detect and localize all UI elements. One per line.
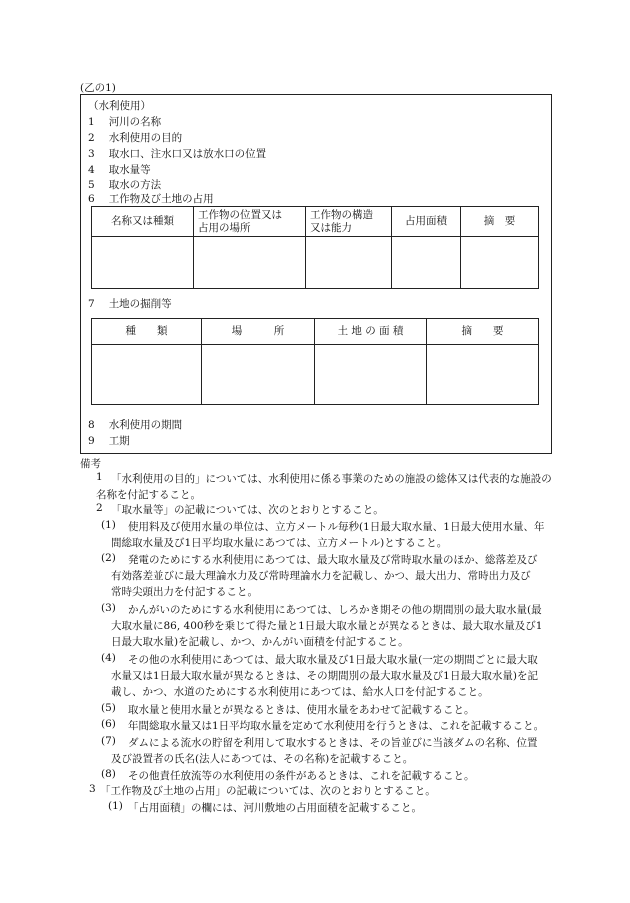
note-label: (5) bbox=[101, 702, 116, 714]
note-line: 載し、かつ、水道のためにする水利使用にあつては、給水人口を付記すること。 bbox=[111, 686, 489, 698]
item-number: 9 bbox=[88, 435, 95, 447]
note-line: 常時尖頭出力を付記すること。 bbox=[111, 586, 258, 598]
header-area: 占用面積 bbox=[392, 207, 461, 237]
table-cell bbox=[461, 237, 539, 289]
table-cell bbox=[202, 345, 315, 405]
note-line: 「工作物及び土地の占用」の記載については、次のとおりとすること。 bbox=[100, 785, 436, 797]
table-cell bbox=[392, 237, 461, 289]
note-label: (3) bbox=[101, 602, 116, 614]
table-header-row bbox=[92, 319, 539, 345]
header-structure: 工作物の構造 又は能力 bbox=[306, 207, 392, 237]
note-line: その他の水利使用にあつては、最大取水量及び1日最大取水量(一定の期間ごとに最大取 bbox=[128, 654, 538, 666]
note-line: 名称を付記すること。 bbox=[96, 489, 201, 501]
item-text: 取水の方法 bbox=[108, 179, 162, 191]
note-line: 水量又は1日最大取水量が異なるときは、その期間別の最大取水量及び1日最大取水量)を記 bbox=[111, 670, 538, 682]
item-5 bbox=[88, 177, 161, 192]
item-text: 取水量等 bbox=[108, 164, 151, 176]
header-type: 種 類 bbox=[92, 319, 202, 345]
table-cell bbox=[306, 237, 392, 289]
note-label: (7) bbox=[101, 735, 116, 747]
note-line: 年間総取水量又は1日平均取水量を定めて水利使用を行うときは、これを記載すること。 bbox=[128, 720, 545, 732]
excavation-table bbox=[91, 318, 539, 405]
table-row bbox=[92, 237, 539, 289]
item-text: 河川の名称 bbox=[108, 116, 162, 128]
item-7 bbox=[88, 296, 172, 311]
note-label: 3 bbox=[89, 783, 96, 795]
item-number: 2 bbox=[88, 132, 95, 144]
item-number: 7 bbox=[88, 298, 95, 310]
occupancy-table bbox=[91, 206, 539, 289]
table-header-row bbox=[92, 207, 539, 237]
item-8 bbox=[88, 417, 182, 432]
table-cell bbox=[315, 345, 427, 405]
header-location: 工作物の位置又は 占用の場所 bbox=[194, 207, 306, 237]
item-number: 8 bbox=[88, 419, 95, 431]
table-cell bbox=[92, 345, 202, 405]
note-label: (2) bbox=[101, 552, 116, 564]
note-label: 1 bbox=[96, 471, 103, 483]
item-text: 水利使用の目的 bbox=[108, 132, 183, 144]
section-heading: （水利使用） bbox=[88, 100, 151, 112]
note-line: 大取水量に86, 400秒を乗じて得た量と1日最大取水量とが異なるときは、最大取水量及び1 bbox=[111, 620, 543, 632]
item-2 bbox=[88, 130, 182, 145]
note-line: 及び設置者の氏名(法人にあつては、その名称)を記載すること。 bbox=[111, 753, 414, 765]
table-cell bbox=[92, 237, 194, 289]
header-name-or-type: 名称又は種類 bbox=[92, 207, 194, 237]
item-1 bbox=[88, 114, 161, 129]
item-text: 土地の掘削等 bbox=[108, 298, 172, 310]
header-land-area: 土 地 の 面 積 bbox=[315, 319, 427, 345]
header-remarks: 摘 要 bbox=[427, 319, 539, 345]
item-number: 6 bbox=[88, 193, 95, 205]
note-line: 発電のためにする水利使用にあつては、最大取水量及び常時取水量のほか、総落差及び bbox=[128, 554, 538, 566]
item-9 bbox=[88, 433, 130, 448]
item-text: 工期 bbox=[108, 435, 130, 447]
note-label: 2 bbox=[96, 502, 103, 514]
item-4 bbox=[88, 162, 151, 177]
notes-title: 備考 bbox=[80, 458, 101, 470]
item-3 bbox=[88, 146, 266, 161]
item-number: 3 bbox=[88, 148, 95, 160]
item-number: 1 bbox=[88, 116, 95, 128]
note-line: かんがいのためにする水利使用にあつては、しろかき期その他の期間別の最大取水量(最 bbox=[128, 604, 542, 616]
note-label: (1) bbox=[108, 800, 123, 812]
item-text: 工作物及び土地の占用 bbox=[108, 193, 214, 205]
item-text: 水利使用の期間 bbox=[108, 419, 183, 431]
form-label: (乙の1) bbox=[80, 82, 116, 94]
table-cell bbox=[194, 237, 306, 289]
note-line: 間総取水量及び1日平均取水量にあつては、立方メートル)とすること。 bbox=[111, 537, 448, 549]
note-label: (6) bbox=[101, 718, 116, 730]
item-6 bbox=[88, 191, 214, 206]
item-text: 取水口、注水口又は放水口の位置 bbox=[108, 148, 267, 160]
note-line: 「占用面積」の欄には、河川敷地の占用面積を記載すること。 bbox=[128, 802, 422, 814]
table-row bbox=[92, 345, 539, 405]
note-line: 取水量と使用水量とが異なるときは、使用水量をあわせて記載すること。 bbox=[128, 704, 475, 716]
header-remarks: 摘 要 bbox=[461, 207, 539, 237]
note-line: ダムによる流水の貯留を利用して取水するときは、その旨並びに当該ダムの名称、位置 bbox=[128, 737, 538, 749]
note-line: 日最大取水量)を記載し、かつ、かんがい面積を付記すること。 bbox=[111, 636, 409, 648]
note-label: (1) bbox=[101, 519, 116, 531]
note-line: その他責任放流等の水利使用の条件があるときは、これを記載すること。 bbox=[128, 770, 475, 782]
item-number: 5 bbox=[88, 179, 95, 191]
note-line: 有効落差並びに最大理論水力及び常時理論水力を記載し、かつ、最大出力、常時出力及び bbox=[111, 570, 531, 582]
note-line: 「取水量等」の記載については、次のとおりとすること。 bbox=[111, 504, 384, 516]
item-number: 4 bbox=[88, 164, 95, 176]
note-line: 使用料及び使用水量の単位は、立方メートル毎秒(1日最大取水量、1日最大使用水量、年 bbox=[128, 521, 545, 533]
note-label: (8) bbox=[101, 768, 116, 780]
header-place: 場 所 bbox=[202, 319, 315, 345]
table-cell bbox=[427, 345, 539, 405]
note-label: (4) bbox=[101, 652, 116, 664]
note-line: 「水利使用の目的」については、水利使用に係る事業のための施設の総体又は代表的な施設の bbox=[111, 473, 552, 485]
